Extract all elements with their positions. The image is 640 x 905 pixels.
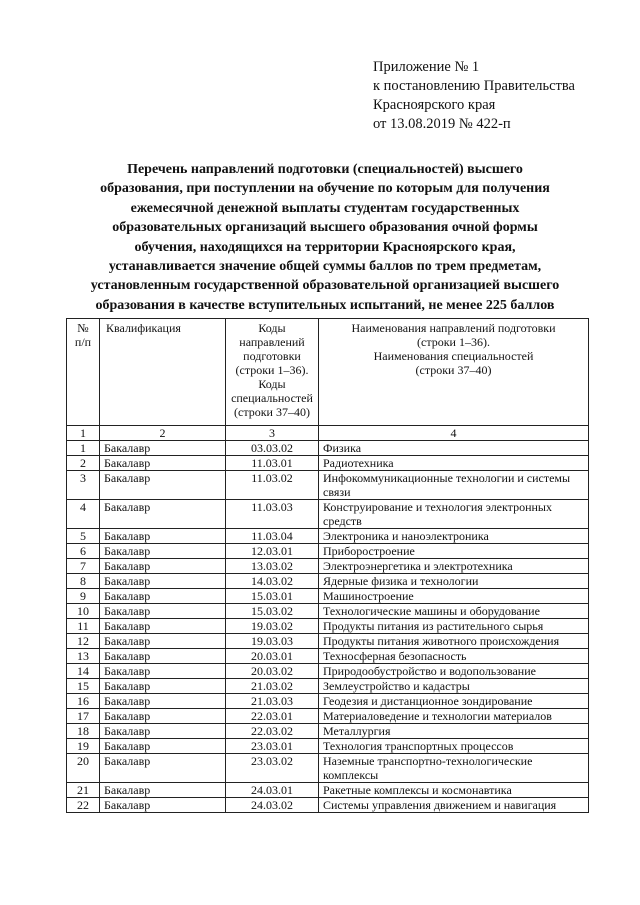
row-number: 16 — [67, 694, 100, 709]
row-code: 19.03.03 — [226, 634, 319, 649]
row-number: 22 — [67, 798, 100, 813]
table-row — [67, 709, 589, 724]
header-code: Коды направлений подготовки (строки 1–36). Коды специальностей (строки 37–40) — [226, 319, 319, 426]
column-number-row — [67, 426, 589, 441]
row-name: Электроника и наноэлектроника — [319, 529, 589, 544]
row-code: 21.03.02 — [226, 679, 319, 694]
row-code: 12.03.01 — [226, 544, 319, 559]
table-row — [67, 529, 589, 544]
row-qualification: Бакалавр — [100, 574, 226, 589]
row-code: 13.03.02 — [226, 559, 319, 574]
row-name: Технология транспортных процессов — [319, 739, 589, 754]
row-name: Продукты питания из растительного сырья — [319, 619, 589, 634]
row-number: 1 — [67, 441, 100, 456]
title-line: обучения, находящихся на территории Красноярского края, — [134, 239, 516, 255]
row-code: 23.03.02 — [226, 754, 319, 783]
row-number: 19 — [67, 739, 100, 754]
row-number: 4 — [67, 500, 100, 529]
row-code: 19.03.02 — [226, 619, 319, 634]
column-number: 2 — [100, 426, 226, 441]
title-line: устанавливается значение общей суммы баллов по трем предметам, — [108, 259, 542, 275]
row-number: 10 — [67, 604, 100, 619]
row-code: 11.03.01 — [226, 456, 319, 471]
row-number: 15 — [67, 679, 100, 694]
row-name: Природообустройство и водопользование — [319, 664, 589, 679]
row-name: Конструирование и технология электронных средств — [319, 500, 589, 529]
row-code: 20.03.01 — [226, 649, 319, 664]
row-qualification: Бакалавр — [100, 679, 226, 694]
row-number: 21 — [67, 783, 100, 798]
row-number: 13 — [67, 649, 100, 664]
row-qualification: Бакалавр — [100, 559, 226, 574]
row-code: 11.03.02 — [226, 471, 319, 500]
table-row — [67, 544, 589, 559]
row-qualification: Бакалавр — [100, 500, 226, 529]
column-number: 1 — [67, 426, 100, 441]
row-number: 3 — [67, 471, 100, 500]
row-number: 7 — [67, 559, 100, 574]
row-qualification: Бакалавр — [100, 724, 226, 739]
header-qualification: Квалификация — [100, 319, 226, 426]
row-qualification: Бакалавр — [100, 619, 226, 634]
table-row — [67, 783, 589, 798]
row-name: Техносферная безопасность — [319, 649, 589, 664]
table-row — [67, 664, 589, 679]
row-code: 23.03.01 — [226, 739, 319, 754]
row-qualification: Бакалавр — [100, 456, 226, 471]
header-name: Наименования направлений подготовки (строки 1–36). Наименования специальностей (строки 37–40) — [319, 319, 589, 426]
row-name: Ядерные физика и технологии — [319, 574, 589, 589]
row-qualification: Бакалавр — [100, 471, 226, 500]
row-number: 17 — [67, 709, 100, 724]
row-name: Ракетные комплексы и космонавтика — [319, 783, 589, 798]
table-row — [67, 649, 589, 664]
row-code: 11.03.04 — [226, 529, 319, 544]
column-number: 4 — [319, 426, 589, 441]
row-name: Радиотехника — [319, 456, 589, 471]
row-name: Металлургия — [319, 724, 589, 739]
row-name: Электроэнергетика и электротехника — [319, 559, 589, 574]
row-qualification: Бакалавр — [100, 441, 226, 456]
row-name: Приборостроение — [319, 544, 589, 559]
table-row — [67, 739, 589, 754]
row-code: 14.03.02 — [226, 574, 319, 589]
row-name: Технологические машины и оборудование — [319, 604, 589, 619]
row-number: 20 — [67, 754, 100, 783]
table-row — [67, 589, 589, 604]
row-qualification: Бакалавр — [100, 529, 226, 544]
table-row — [67, 694, 589, 709]
column-number: 3 — [226, 426, 319, 441]
row-code: 21.03.03 — [226, 694, 319, 709]
table-row — [67, 634, 589, 649]
row-number: 14 — [67, 664, 100, 679]
row-code: 11.03.03 — [226, 500, 319, 529]
row-qualification: Бакалавр — [100, 739, 226, 754]
row-qualification: Бакалавр — [100, 783, 226, 798]
row-qualification: Бакалавр — [100, 694, 226, 709]
row-name: Инфокоммуникационные технологии и системы связи — [319, 471, 589, 500]
row-qualification: Бакалавр — [100, 634, 226, 649]
row-code: 22.03.02 — [226, 724, 319, 739]
row-code: 15.03.01 — [226, 589, 319, 604]
table-row — [67, 441, 589, 456]
row-qualification: Бакалавр — [100, 754, 226, 783]
table-row — [67, 471, 589, 500]
title-line: ежемесячной денежной выплаты студентам государственных — [130, 200, 520, 216]
row-qualification: Бакалавр — [100, 589, 226, 604]
table-row — [67, 679, 589, 694]
title-line: образования в качестве вступительных испытаний, не менее 225 баллов — [95, 297, 555, 313]
row-qualification: Бакалавр — [100, 604, 226, 619]
title-line: установленным государственной образовательной организацией высшего — [90, 278, 560, 294]
row-qualification: Бакалавр — [100, 649, 226, 664]
annex-line: к постановлению Правительства — [373, 78, 575, 94]
row-qualification: Бакалавр — [100, 544, 226, 559]
row-code: 15.03.02 — [226, 604, 319, 619]
table-row — [67, 754, 589, 783]
row-number: 18 — [67, 724, 100, 739]
annex-block — [373, 58, 575, 134]
row-name: Физика — [319, 441, 589, 456]
annex-line: Приложение № 1 — [373, 59, 480, 75]
row-number: 9 — [67, 589, 100, 604]
row-name: Машиностроение — [319, 589, 589, 604]
title-line: Перечень направлений подготовки (специальностей) высшего — [127, 162, 523, 177]
row-code: 22.03.01 — [226, 709, 319, 724]
row-code: 03.03.02 — [226, 441, 319, 456]
row-number: 11 — [67, 619, 100, 634]
table-header-row — [67, 319, 589, 426]
table-row — [67, 724, 589, 739]
table-row — [67, 619, 589, 634]
document-title — [60, 160, 590, 315]
row-code: 20.03.02 — [226, 664, 319, 679]
annex-line: от 13.08.2019 № 422-п — [373, 116, 511, 132]
row-name: Наземные транспортно-технологические комплексы — [319, 754, 589, 783]
header-num: № п/п — [67, 319, 100, 426]
annex-line: Красноярского края — [373, 97, 496, 113]
row-name: Системы управления движением и навигация — [319, 798, 589, 813]
row-name: Продукты питания животного происхождения — [319, 634, 589, 649]
row-number: 6 — [67, 544, 100, 559]
row-number: 12 — [67, 634, 100, 649]
row-number: 2 — [67, 456, 100, 471]
table-row — [67, 500, 589, 529]
row-number: 5 — [67, 529, 100, 544]
row-name: Землеустройство и кадастры — [319, 679, 589, 694]
row-qualification: Бакалавр — [100, 798, 226, 813]
title-line: образовательных организаций высшего образования очной формы — [112, 220, 538, 236]
table-row — [67, 559, 589, 574]
row-name: Материаловедение и технологии материалов — [319, 709, 589, 724]
row-name: Геодезия и дистанционное зондирование — [319, 694, 589, 709]
row-qualification: Бакалавр — [100, 709, 226, 724]
row-code: 24.03.01 — [226, 783, 319, 798]
table-row — [67, 604, 589, 619]
table-row — [67, 456, 589, 471]
programs-table — [66, 318, 589, 813]
row-number: 8 — [67, 574, 100, 589]
table-row — [67, 798, 589, 813]
row-qualification: Бакалавр — [100, 664, 226, 679]
table-row — [67, 574, 589, 589]
title-line: образования, при поступлении на обучение по которым для получения — [100, 181, 550, 197]
row-code: 24.03.02 — [226, 798, 319, 813]
